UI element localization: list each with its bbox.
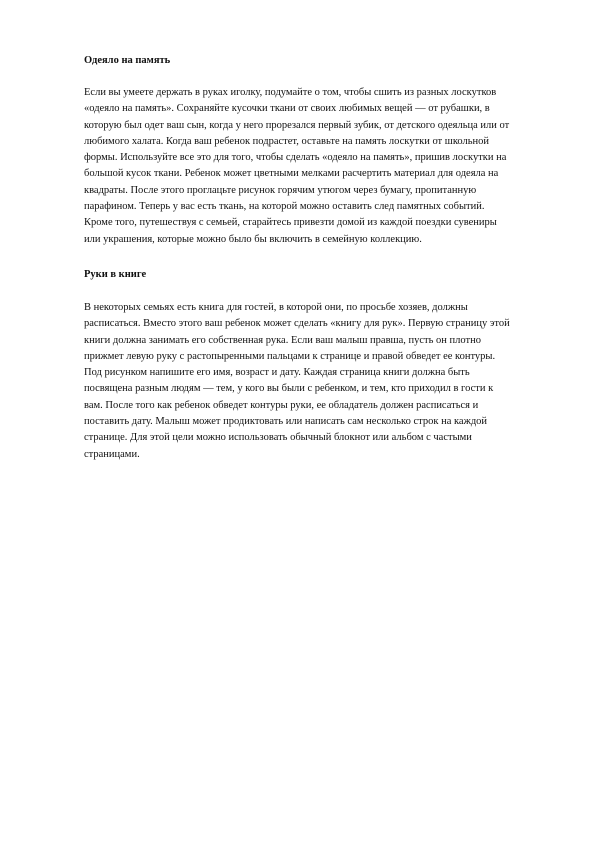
section-heading-quilt: Одеяло на память bbox=[84, 55, 171, 66]
section-heading-hands: Руки в книге bbox=[84, 268, 147, 280]
section-paragraph-hands: В некоторых семьях есть книга для гостей, в которой они, по просьбе хозяев, должны расписаться. Вместо этого ваш ребенок может сделать «книгу для рук». Первую страницу этой книги должна занимать его собственная рука. Если ваш малыш правша, пусть он плотно прижмет левую руку с растопыренными пальцами к странице и правой обведет ее контуры. Под рисунком напишите его имя, возраст и дату. Каждая страница книги должна быть посвящена разным людям — тем, у кого вы были с ребенком, и тем, кто приходил в гости к вам. После того как ребенок обведет контуры руки, ее обладатель должен расписаться и поставить дату. Малыш может продиктовать или написать сам несколько строк на каждой странице. Для этой цели можно использовать обычный блокнот или альбом с частыми страницами. bbox=[84, 301, 510, 460]
document-page bbox=[84, 50, 514, 463]
section-paragraph-quilt: Если вы умеете держать в руках иголку, подумайте о том, чтобы сшить из разных лоскутков «одеяло на память». Сохраняйте кусочки ткани от своих любимых вещей — от рубашки, в которую был одет ваш сын, когда у него прорезался первый зубик, от детского одеяльца или от любимого халата. Когда ваш ребенок подрастет, оставьте на память лоскутки от школьной формы. Используйте все это для того, чтобы сделать «одеяло на память», пришив лоскутки на большой кусок ткани. Ребенок может цветными мелками расчертить материал для одеяла на квадраты. После этого проглацьте рисунок горячим утюгом через бумагу, пропитанную парафином. Теперь у вас есть ткань, на которой можно оставить след памятных событий. Кроме того, путешествуя с семьей, старайтесь привезти домой из каждой поездки сувениры или украшения, которые можно было бы включить в семейную коллекцию. bbox=[84, 87, 510, 245]
